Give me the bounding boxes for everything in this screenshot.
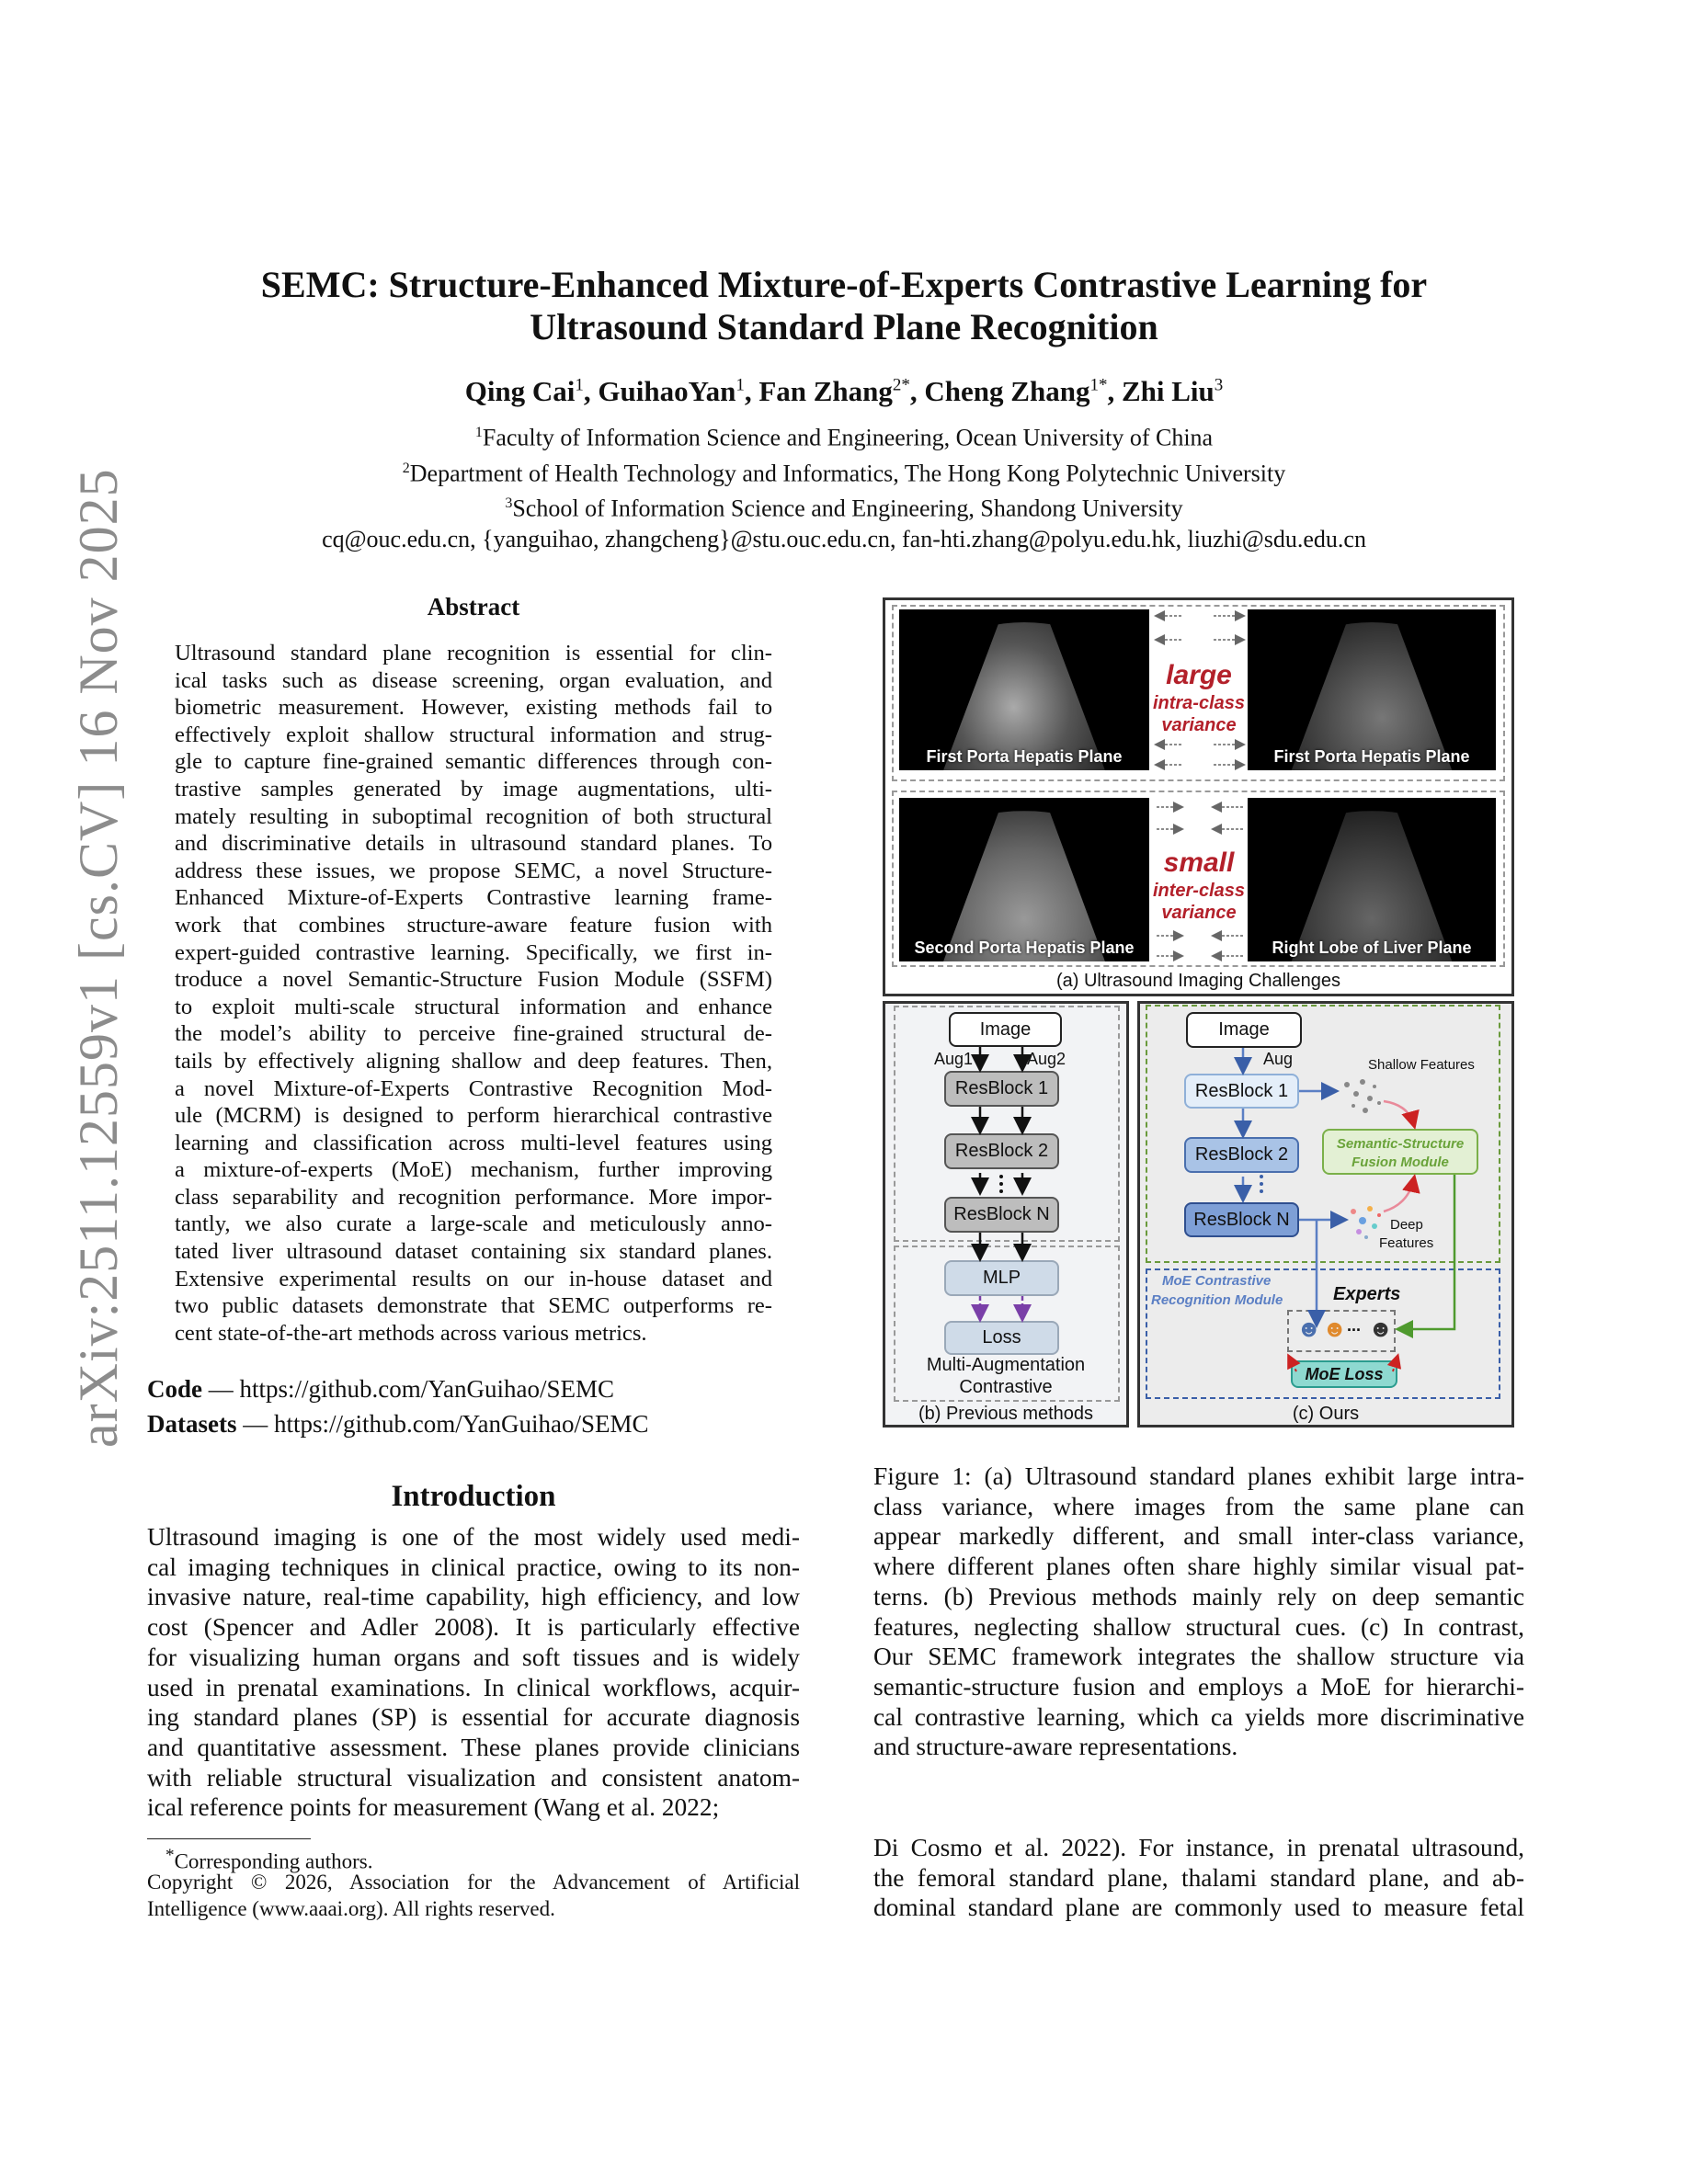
text-line: and quantitative assessment. These planes provide clinicians: [147, 1733, 800, 1761]
text-line: cal imaging techniques in clinical practice, owing to its non-: [147, 1553, 800, 1581]
text-line: trastive samples generated by image augmentations, ulti-: [175, 776, 772, 802]
text-line: Figure 1: (a) Ultrasound standard planes exhibit large intra-: [873, 1462, 1524, 1490]
text-line: ical reference points for measurement (Wang et al. 2022;: [147, 1793, 720, 1822]
text-line: a mixture-of-experts (MoE) mechanism, further improving: [175, 1157, 772, 1183]
affiliation: $^3$School of Information Science and Engineering, Shandong University: [505, 495, 1183, 522]
title-line: SEMC: Structure-Enhanced Mixture-of-Experts Contrastive Learning for: [260, 264, 1428, 305]
text-line: ing standard planes (SP) is essential for accurate diagnosis: [147, 1703, 800, 1732]
panel-a-caption: (a) Ultrasound Imaging Challenges: [1055, 971, 1341, 991]
ultrasound-image: First Porta Hepatis Plane: [1248, 609, 1496, 770]
emails: cq@ouc.edu.cn, {yanguihao, zhangcheng}@stu.ouc.edu.cn, fan-hti.zhang@polyu.edu.hk, liuzhi@sdu.edu.cn: [322, 525, 1366, 552]
aug-label: Aug: [1263, 1050, 1294, 1068]
code-link[interactable]: https://github.com/YanGuihao/SEMC: [239, 1375, 615, 1403]
text-line: cost (Spencer and Adler 2008). It is particularly effective: [147, 1613, 800, 1642]
resblock-node: ResBlock 2: [1184, 1137, 1299, 1173]
author: Zhi Liu$^3$: [1121, 375, 1224, 407]
text-line: ule (MCRM) is designed to perform hierarchical contrastive: [175, 1103, 772, 1129]
text-line: semantic-structure fusion and employs a MoE for hierarchi-: [873, 1672, 1524, 1701]
text-line: tated liver ultrasound dataset containing six standard planes.: [175, 1239, 772, 1265]
expert-icon: ☻: [1322, 1314, 1348, 1342]
text-line: terns. (b) Previous methods mainly rely on deep semantic: [873, 1582, 1524, 1610]
affiliation: $^2$Department of Health Technology and Informatics, The Hong Kong Polytechnic University: [402, 460, 1286, 487]
figure-1: [883, 597, 1514, 1428]
small-label: small: [1163, 847, 1235, 878]
text-line: invasive nature, real-time capability, high efficiency, and low: [147, 1583, 800, 1611]
aug2-label: Aug2: [1027, 1050, 1066, 1068]
abstract-heading: Abstract: [427, 593, 520, 620]
method-note: Multi-Augmentation: [926, 1355, 1086, 1375]
author: Fan Zhang$^{2*}$: [758, 375, 910, 407]
text-line: address these issues, we propose SEMC, a novel Structure-: [175, 858, 772, 883]
arxiv-identifier: arXiv:2511.12559v1 [cs.CV] 16 Nov 2025: [68, 468, 129, 1448]
method-note: Contrastive: [959, 1377, 1053, 1397]
resblock-node: ResBlock 2: [944, 1133, 1059, 1169]
experts-label: Experts: [1333, 1284, 1401, 1304]
mlp-node: MLP: [944, 1260, 1059, 1296]
right-column-text: [873, 1833, 1524, 1923]
inter-class-label: inter-class: [1152, 881, 1246, 901]
deep-features-label: Deep: [1390, 1217, 1423, 1233]
intra-class-label: intra-class: [1152, 693, 1246, 713]
text-line: used in prenatal examinations. In clinical workflows, acquir-: [147, 1673, 800, 1701]
resblock-node: ResBlock 1: [1184, 1074, 1299, 1109]
ssfm-module: Semantic-Structure Fusion Module: [1322, 1129, 1478, 1175]
image-node: Image: [1186, 1012, 1302, 1048]
variance-label: variance: [1161, 903, 1237, 923]
shallow-features-label: Shallow Features: [1368, 1057, 1475, 1073]
affiliation: $^1$Faculty of Information Science and Engineering, Ocean University of China: [474, 424, 1214, 451]
author-list: Qing Cai$^1$, GuihaoYan$^1$, Fan Zhang$^{2*}$, Cheng Zhang$^{1*}$, Zhi Liu$^3$: [464, 375, 1224, 407]
text-line: Our SEMC framework integrates the shallow structure via: [873, 1643, 1524, 1671]
text-line: expert-guided contrastive learning. Specifically, we first in-: [175, 939, 772, 965]
abstract-body: [175, 640, 772, 1347]
text-line: features, neglecting shallow structural cues. (c) In contrast,: [873, 1612, 1524, 1641]
text-line: appear markedly different, and small inter-class variance,: [873, 1522, 1524, 1551]
text-line: biometric measurement. However, existing methods fail to: [175, 695, 772, 721]
text-line: Ultrasound standard plane recognition is essential for clin-: [175, 641, 772, 665]
affiliations: [0, 417, 1688, 554]
text-line: a novel Mixture-of-Experts Contrastive Recognition Mod-: [175, 1075, 772, 1101]
title-line: Ultrasound Standard Plane Recognition: [530, 306, 1158, 347]
expert-icon: ☻: [1296, 1314, 1322, 1342]
text-line: tantly, we also curate a large-scale and meticulously anno-: [175, 1211, 772, 1237]
text-line: Enhanced Mixture-of-Experts Contrastive learning frame-: [175, 885, 772, 911]
text-line: learning and classification across multi-level features using: [175, 1130, 772, 1155]
text-line: ical tasks such as disease screening, organ evaluation, and: [175, 667, 772, 693]
author: Qing Cai$^1$: [464, 375, 584, 407]
text-line: gle to capture fine-grained semantic differences through con-: [175, 749, 772, 775]
datasets-link-line: Datasets — https://github.com/YanGuihao/SEMC: [147, 1410, 649, 1438]
image-node: Image: [949, 1012, 1062, 1047]
text-line: effectively exploit shallow structural information and strug-: [175, 722, 772, 747]
mcrm-label: MoE Contrastive Recognition Module: [1151, 1273, 1283, 1308]
datasets-link[interactable]: https://github.com/YanGuihao/SEMC: [273, 1410, 649, 1438]
paper-title: [0, 264, 1688, 348]
loss-node: Loss: [944, 1321, 1059, 1355]
introduction-heading: Introduction: [391, 1480, 556, 1513]
expert-icon: ☻: [1368, 1314, 1394, 1342]
panel-b-caption: (b) Previous methods: [918, 1404, 1094, 1424]
text-line: where different planes often share highly similar visual pat-: [873, 1553, 1524, 1581]
text-line: and discriminative details in ultrasound standard planes. To: [175, 831, 772, 857]
author: GuihaoYan$^1$: [598, 375, 745, 407]
resblock-node: ResBlock 1: [944, 1071, 1059, 1107]
text-line: mately resulting in suboptimal recognition of both structural: [175, 803, 772, 829]
text-line: work that combines structure-aware feature fusion with: [175, 912, 772, 938]
text-line: Di Cosmo et al. 2022). For instance, in prenatal ultrasound,: [873, 1834, 1524, 1861]
author: Cheng Zhang$^{1*}$: [924, 375, 1108, 407]
panel-c-caption: (c) Ours: [1292, 1404, 1360, 1424]
ultrasound-image: First Porta Hepatis Plane: [899, 609, 1149, 770]
text-line: the model’s ability to perceive fine-grained structural de-: [175, 1021, 772, 1047]
large-label: large: [1166, 660, 1232, 690]
code-link-line: Code — https://github.com/YanGuihao/SEMC: [147, 1375, 615, 1403]
resblock-node: ResBlock N: [1184, 1202, 1299, 1237]
footnote-rule: [147, 1838, 311, 1839]
text-line: Extensive experimental results on our in-house dataset and: [175, 1266, 772, 1291]
introduction-body: [147, 1522, 800, 1823]
text-line: tails by effectively aligning shallow and deep features. Then,: [175, 1048, 772, 1074]
figure-arrows: [883, 597, 1514, 1428]
deep-features-label: Features: [1379, 1235, 1434, 1251]
copyright: Copyright © 2026, Association for the Advancement of Artificial Intelligence (www.aaai.org). All rights reserved.: [147, 1871, 800, 1920]
variance-label: variance: [1161, 715, 1237, 735]
text-line: cent state-of-the-art methods across various metrics.: [175, 1320, 647, 1346]
text-line: with reliable structural visualization and consistent anatom-: [147, 1763, 800, 1792]
moe-loss-node: MoE Loss: [1291, 1360, 1397, 1388]
figure-caption: [873, 1462, 1524, 1762]
ultrasound-image: Second Porta Hepatis Plane: [899, 798, 1149, 961]
ultrasound-image: Right Lobe of Liver Plane: [1248, 798, 1496, 961]
experts-ellipsis: ...: [1347, 1316, 1362, 1335]
text-line: for visualizing human organs and soft tissues and is widely: [147, 1643, 800, 1671]
text-line: cal contrastive learning, which ca yields more discriminative: [873, 1702, 1524, 1731]
text-line: the femoral standard plane, thalami standard plane, and ab-: [873, 1863, 1524, 1892]
text-line: class variance, where images from the same plane can: [873, 1492, 1524, 1520]
text-line: and structure-aware representations.: [873, 1733, 1238, 1761]
aug1-label: Aug1: [934, 1050, 974, 1068]
text-line: class separability and recognition performance. More impor-: [175, 1184, 772, 1210]
text-line: troduce a novel Semantic-Structure Fusion Module (SSFM): [175, 967, 772, 993]
text-line: dominal standard plane are commonly used to measure fetal: [873, 1894, 1524, 1922]
footnote-corresponding: *Corresponding authors.: [165, 1846, 373, 1873]
text-line: to exploit multi-scale structural information and enhance: [175, 994, 772, 1019]
text-line: Ultrasound imaging is one of the most widely used medi-: [147, 1523, 800, 1551]
resblock-node: ResBlock N: [944, 1197, 1059, 1233]
text-line: two public datasets demonstrate that SEMC outperforms re-: [175, 1293, 772, 1319]
